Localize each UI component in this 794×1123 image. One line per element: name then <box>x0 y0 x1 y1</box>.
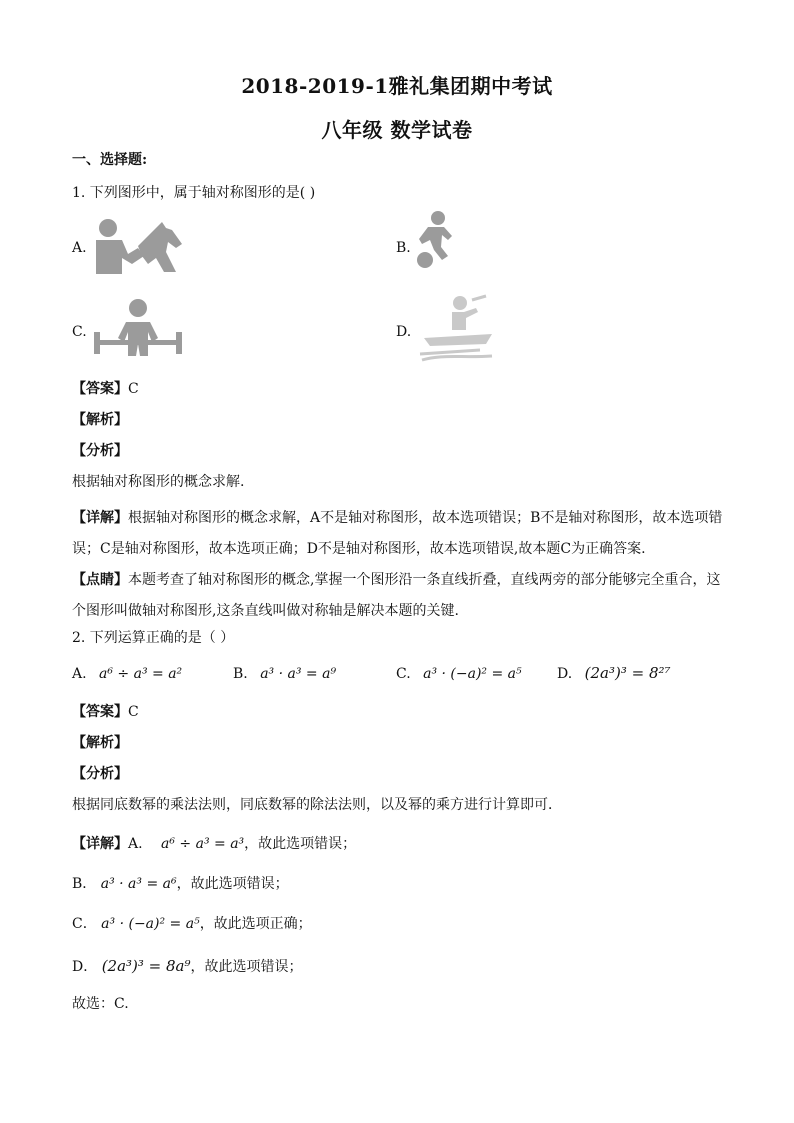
q1-jiexi-tag: 【解析】 <box>72 412 128 428</box>
q1-figure-d-kayaker-icon <box>416 294 498 362</box>
q1-fenxi-tag: 【分析】 <box>72 443 128 459</box>
q2-option-d-label: D. <box>557 666 573 682</box>
q1-stem: 1. 下列图形中，属于轴对称图形的是( ) <box>72 185 316 201</box>
q1-xiangjie-text: 根据轴对称图形的概念求解，A不是轴对称图形，故本选项错误；B不是轴对称图形，故本选项错误；C是轴对称图形，故本选项正确；D不是轴对称图形，故本选项错误,故本题C为正确答案. <box>72 510 723 557</box>
q2-conclusion: 故选：C. <box>72 996 129 1012</box>
q2-option-b <box>233 666 336 682</box>
q2-step-b-formula: a³ · a³ = a⁶ <box>100 876 177 892</box>
q1-figure-b-soccer-icon <box>414 210 454 270</box>
q2-option-c-label: C. <box>396 666 411 682</box>
q2-option-a <box>72 666 182 682</box>
q1-dianjing-paragraph <box>72 565 724 627</box>
q1-dianjing-text: 本题考查了轴对称图形的概念,掌握一个图形沿一条直线折叠，直线两旁的部分能够完全重合，这个图形叫做轴对称图形,这条直线叫做对称轴是解决本题的关键. <box>72 572 721 619</box>
q2-answer-line <box>72 702 724 722</box>
q2-fenxi-tag: 【分析】 <box>72 766 128 782</box>
q2-step-a-suffix: ，故此选项错误； <box>244 836 357 852</box>
q2-step-b-suffix: ，故此选项错误； <box>176 876 289 892</box>
q1-option-a-label: A. <box>72 240 87 256</box>
q1-answer-tag: 【答案】 <box>72 381 128 397</box>
q1-option-b-label: B. <box>396 240 411 256</box>
exam-subtitle: 八年级 数学试卷 <box>321 118 473 142</box>
q2-step-d-suffix: ，故此选项错误； <box>190 959 303 975</box>
q2-option-d-formula: (2a³)³ = 8²⁷ <box>584 664 671 682</box>
q2-step-d-prefix: D． <box>72 959 98 975</box>
q2-fenxi-text: 根据同底数幂的乘法法则，同底数幂的除法法则，以及幂的乘方进行计算即可． <box>72 797 562 813</box>
q2-step-a <box>72 834 724 854</box>
q2-step-c-prefix: C． <box>72 916 97 932</box>
q1-fenxi-text: 根据轴对称图形的概念求解. <box>72 474 245 490</box>
q2-answer-value: C <box>128 704 139 720</box>
q2-jiexi-tag: 【解析】 <box>72 735 128 751</box>
section-heading: 一、选择题: <box>72 152 148 168</box>
q2-stem: 2. 下列运算正确的是（ ） <box>72 630 235 646</box>
q2-step-c-formula: a³ · (−a)² = a⁵ <box>101 916 200 932</box>
q1-option-c-label: C. <box>72 324 87 340</box>
exam-title: 2018-2019-1雅礼集团期中考试 <box>241 74 553 98</box>
q1-dianjing-tag: 【点睛】 <box>72 572 128 588</box>
q2-option-c-formula: a³ · (−a)² = a⁵ <box>423 666 522 682</box>
q2-option-d <box>557 664 671 682</box>
q2-option-c <box>396 666 522 682</box>
q1-figure-c-weightlifter-icon <box>92 298 184 360</box>
q2-option-b-label: B. <box>233 666 248 682</box>
q1-xiangjie-paragraph <box>72 503 724 565</box>
q2-step-d-formula: (2a³)³ = 8a⁹ <box>101 957 191 975</box>
q2-step-a-prefix: A. <box>128 836 143 852</box>
q2-step-b <box>72 874 724 894</box>
q2-step-d <box>72 956 724 977</box>
q1-answer-value: C <box>128 381 139 397</box>
q2-option-a-label: A. <box>72 666 87 682</box>
q2-answer-tag: 【答案】 <box>72 704 128 720</box>
q2-option-a-formula: a⁶ ÷ a³ = a² <box>99 666 183 682</box>
q2-xiangjie-tag: 【详解】 <box>72 836 128 852</box>
q1-answer-line <box>72 379 724 399</box>
q1-xiangjie-tag: 【详解】 <box>72 510 128 526</box>
q2-step-c <box>72 914 724 934</box>
q1-figure-a-rider-icon <box>92 218 184 276</box>
q1-option-d-label: D. <box>396 324 412 340</box>
q2-step-a-formula: a⁶ ÷ a³ = a³ <box>161 836 245 852</box>
q2-option-b-formula: a³ · a³ = a⁹ <box>260 666 337 682</box>
q2-step-c-suffix: ，故此选项正确； <box>199 916 312 932</box>
q2-step-b-prefix: B． <box>72 876 97 892</box>
